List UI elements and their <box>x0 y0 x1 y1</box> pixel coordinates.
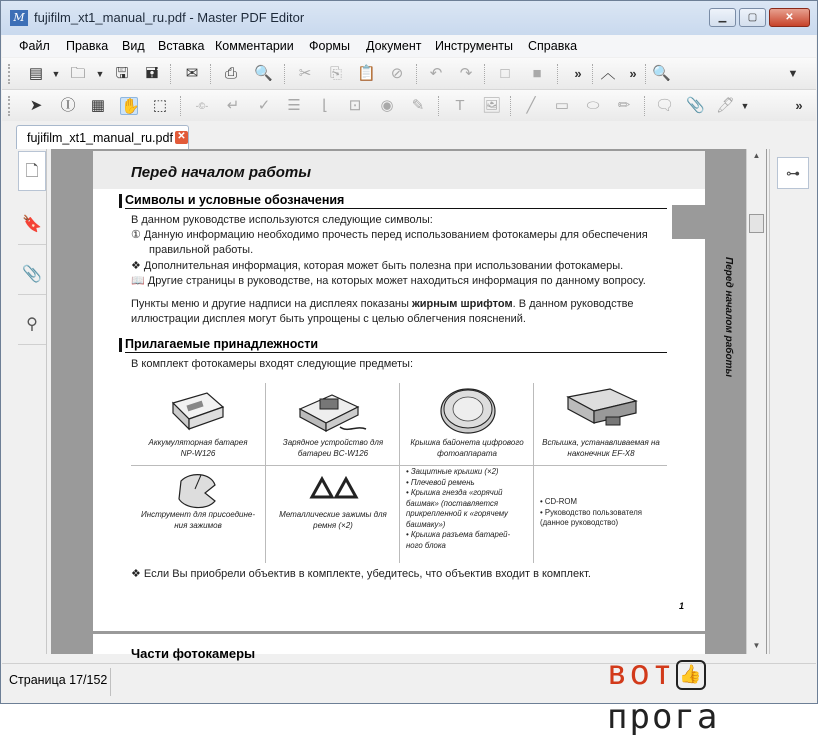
section-heading-accessories: Прилагаемые принадлежности <box>125 337 667 353</box>
attachment-icon[interactable]: 📎 <box>686 97 705 114</box>
search-icon[interactable]: 🔍 <box>652 65 671 82</box>
accessories-intro: В комплект фотокамеры входят следующие предметы: <box>131 358 414 370</box>
close-tab-icon[interactable]: ✕ <box>175 131 188 144</box>
menu-document[interactable]: Документ <box>366 39 422 53</box>
accessory-clip-tool <box>131 467 265 563</box>
edit-objects-icon[interactable]: ▦ <box>90 97 106 114</box>
print-preview-icon[interactable]: 🔍 <box>254 65 273 82</box>
properties-sliders-icon[interactable]: ⊶ <box>777 157 809 189</box>
open-folder-icon[interactable]: 🗀 <box>70 65 86 82</box>
print-icon[interactable]: ⎙ <box>224 65 237 82</box>
flash-illustration <box>560 387 644 433</box>
minimize-button[interactable]: ▁ <box>709 8 736 27</box>
paste-icon[interactable]: 📋 <box>357 65 376 82</box>
sticky-note-icon[interactable]: 🗨 <box>655 97 675 114</box>
accessory-list-covers <box>399 467 533 563</box>
line-tool-icon[interactable]: ╱ <box>526 97 536 114</box>
lens-note: ❖ Если Вы приобрели объектив в комплекте, убедитесь, что объектив входит в комплект. <box>131 568 591 580</box>
document-tab-label: fujifilm_xt1_manual_ru.pdf <box>27 131 173 145</box>
page-header-band <box>93 151 705 189</box>
page-title: Перед началом работы <box>131 164 312 181</box>
accessory-metal-clips <box>265 467 399 563</box>
accessory-battery <box>131 383 265 471</box>
combobox-field-icon[interactable]: ⌊ <box>322 97 328 114</box>
clip-tool-illustration <box>171 471 223 511</box>
menu-help[interactable]: Справка <box>528 39 578 53</box>
thumbs-up-icon: 👍 <box>676 660 706 690</box>
app-icon: M <box>10 10 28 26</box>
section-heading-symbols: Символы и условные обозначения <box>125 193 667 209</box>
accessory-flash <box>533 383 667 471</box>
redo-icon[interactable]: ↷ <box>459 65 473 82</box>
left-side-panel <box>15 149 47 654</box>
scroll-up-icon[interactable]: ▲ <box>752 151 761 160</box>
save-as-icon[interactable]: 🖬 <box>145 65 159 82</box>
scroll-down-icon[interactable]: ▼ <box>752 641 761 650</box>
undo-icon[interactable]: ↶ <box>429 65 443 82</box>
charger-caption: Зарядное устройство для батареи BC-W126 <box>282 438 384 458</box>
radio-field-icon[interactable]: ⊡ <box>348 97 362 114</box>
more-chevron-icon-2[interactable]: » <box>629 66 637 81</box>
cdrom-list: • CD-ROM • Руководство пользователя (данное руководство) <box>540 497 642 527</box>
accessory-charger <box>265 383 399 471</box>
maximize-button[interactable]: ▢ <box>739 8 766 27</box>
copy-icon[interactable]: ⎘ <box>329 65 342 82</box>
menu-comments[interactable]: Комментарии <box>215 39 294 53</box>
main-toolbar <box>2 58 816 90</box>
battery-illustration <box>167 391 227 431</box>
search-panel-icon[interactable]: ⚲ <box>18 305 46 345</box>
watermark-logo: вот 👍прога <box>607 653 720 737</box>
menu-forms[interactable]: Формы <box>309 39 350 53</box>
marquee-select-icon[interactable]: ⬚ <box>152 97 168 114</box>
menu-file[interactable]: Файл <box>19 39 50 53</box>
title-bar <box>1 1 817 35</box>
previous-page-icon[interactable]: ︿ <box>600 65 616 82</box>
bookmarks-icon[interactable]: 🔖 <box>18 205 46 245</box>
text-field-icon[interactable]: -©- <box>195 101 209 111</box>
frame-icon[interactable]: □ <box>500 65 510 82</box>
battery-caption: Аккумуляторная батарея NP-W126 <box>148 438 248 458</box>
add-text-icon[interactable]: T <box>455 97 465 114</box>
rectangle-tool-icon[interactable]: ▭ <box>554 97 570 114</box>
right-side-panel <box>769 149 815 654</box>
open-dropdown-icon[interactable]: ▼ <box>95 69 105 79</box>
menu-bar <box>2 35 816 57</box>
pdf-page <box>93 151 734 631</box>
more-tools-chevron-icon[interactable]: » <box>795 98 803 113</box>
page-number: 1 <box>679 601 685 611</box>
charger-illustration <box>296 387 370 433</box>
checkbox-field-icon[interactable]: ✓ <box>257 97 271 114</box>
covers-list: • Защитные крышки (×2) • Плечевой ремень • Крышка гнезда «горячий башмак» (поставляется прикрепленной к «горячему башмаку») • Крышка разъема батарей- ного блока <box>406 467 511 550</box>
body-cap-illustration <box>438 385 498 435</box>
highlight-dropdown-icon[interactable]: ▼ <box>740 101 750 111</box>
next-page-title: Части фотокамеры <box>131 646 256 661</box>
listbox-field-icon[interactable]: ☰ <box>287 97 301 114</box>
radio-button-icon[interactable]: ◉ <box>380 97 394 114</box>
menu-view[interactable]: Вид <box>122 39 145 53</box>
new-document-icon[interactable]: ▤ <box>28 65 44 82</box>
side-label: Перед началом работы <box>723 257 734 378</box>
side-tab-marker <box>672 205 705 239</box>
add-image-icon[interactable]: 🖼 <box>482 97 502 114</box>
menu-items-paragraph-line2: иллюстрации дисплея могут быть упрощены с целью облегчения пояснений. <box>131 313 526 325</box>
menu-insert[interactable]: Вставка <box>158 39 205 53</box>
clip-tool-caption: Инструмент для присоедине- ния зажимов <box>140 510 256 530</box>
document-tab[interactable] <box>16 125 189 149</box>
symbol-warning-text: ① Данную информацию необходимо прочесть перед использованием фотокамеры для обеспечения <box>131 229 648 241</box>
highlight-pen-icon[interactable]: 🖊 <box>716 97 736 114</box>
cut-icon[interactable]: ✂ <box>298 65 312 82</box>
symbol-reference-text: 📖 Другие страницы в руководстве, на которых может находиться информация по данному вопросу. <box>131 275 646 287</box>
ellipse-tool-icon[interactable]: ⬭ <box>586 97 600 114</box>
select-cursor-icon[interactable]: ➤ <box>29 97 43 114</box>
accessory-list-cdrom <box>533 467 667 563</box>
menu-edit[interactable]: Правка <box>66 39 109 53</box>
attachments-icon[interactable]: 📎 <box>18 255 46 295</box>
window-title: fujifilm_xt1_manual_ru.pdf - Master PDF Editor <box>34 10 305 25</box>
metal-clips-illustration <box>308 475 360 503</box>
document-tabs <box>2 121 816 149</box>
fill-icon[interactable]: ■ <box>532 65 542 82</box>
page-indicator: Страница 17/152 <box>9 673 108 687</box>
save-icon[interactable]: 🖫 <box>115 65 129 82</box>
metal-clips-caption: Металлические зажимы для ремня (×2) <box>279 510 387 530</box>
delete-icon[interactable]: ⊘ <box>390 65 404 82</box>
toolbar-menu-dropdown-icon[interactable]: ▼ <box>787 68 799 80</box>
new-dropdown-icon[interactable]: ▼ <box>51 69 61 79</box>
accessories-grid <box>131 383 667 563</box>
edit-text-icon[interactable]: Ⓘ <box>60 97 76 114</box>
symbol-info-text: ❖ Дополнительная информация, которая может быть полезна при использовании фотокамеры. <box>131 260 624 272</box>
email-icon[interactable]: ✉ <box>185 65 199 82</box>
flash-caption: Вспышка, устанавливаемая на наконечник EF-X8 <box>542 438 660 458</box>
menu-tools[interactable]: Инструменты <box>435 39 513 53</box>
symbols-intro: В данном руководстве используются следующие символы: <box>131 214 433 226</box>
symbol-warning-text-cont: правильной работы. <box>149 244 254 256</box>
more-chevron-icon[interactable]: » <box>574 66 582 81</box>
signature-field-icon[interactable]: ✎ <box>411 97 425 114</box>
hand-tool-icon[interactable]: ✋ <box>121 98 140 115</box>
scrollbar-thumb[interactable] <box>749 214 764 233</box>
body-cap-caption: Крышка байонета цифрового фотоаппарата <box>410 438 524 458</box>
button-field-icon[interactable]: ↵ <box>226 97 240 114</box>
accessory-body-cap <box>399 383 533 471</box>
menu-items-paragraph: Пункты меню и другие надписи на дисплеях показаны жирным шрифтом. В данном руководстве <box>131 298 634 310</box>
close-button[interactable]: ✕ <box>769 8 810 27</box>
vertical-scrollbar[interactable] <box>746 149 766 654</box>
grid-divider <box>131 465 667 466</box>
pencil-tool-icon[interactable]: ✏ <box>617 97 631 114</box>
page-thumbnails-icon[interactable]: 🗋 <box>18 151 46 191</box>
tools-toolbar <box>2 90 816 122</box>
